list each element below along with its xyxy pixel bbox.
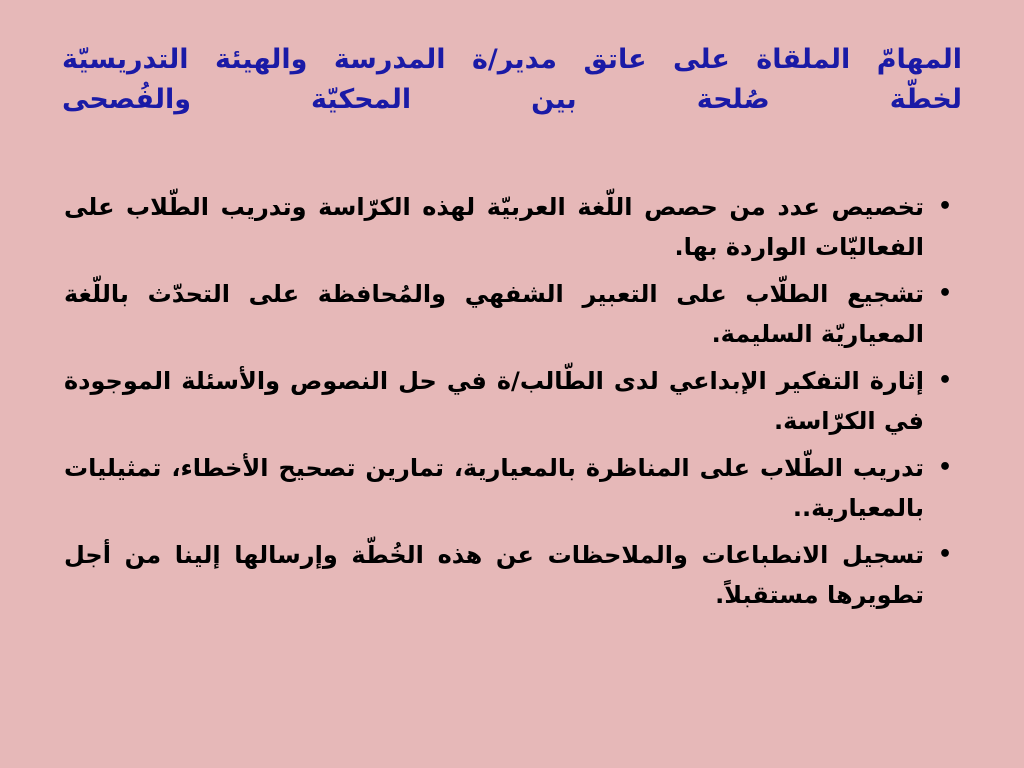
bullet-icon: • (937, 455, 952, 480)
bullet-icon: • (937, 542, 952, 567)
bullet-text-5: تسجيل الانطباعات والملاحظات عن هذه الخُطّة وإرسالها إلينا من أجل تطويرها مستقبلاً. (64, 541, 924, 609)
bullet-icon: • (937, 368, 952, 393)
bullet-item-1 (64, 187, 954, 267)
bullet-text-3: إثارة التفكير الإبداعي لدى الطّالب/ة في حل النصوص والأسئلة الموجودة في الكرّاسة. (64, 367, 924, 435)
bullet-item-5 (64, 535, 954, 615)
bullet-item-2 (64, 274, 954, 354)
bullet-list (64, 187, 954, 622)
bullet-text-1: تخصيص عدد من حصص اللّغة العربيّة لهذه الكرّاسة وتدريب الطّلاب على الفعاليّات الواردة بها. (64, 193, 924, 261)
bullet-item-3 (64, 361, 954, 441)
bullet-text-2: تشجيع الطلّاب على التعبير الشفهي والمُحافظة على التحدّث باللّغة المعياريّة السليمة. (64, 280, 924, 348)
title-line-1: المهامّ الملقاة على عاتق مدير/ة المدرسة والهيئة التدريسيّة (62, 44, 962, 75)
title-line-2: لخطّة صُلحة بين المحكيّة والفُصحى (62, 84, 962, 115)
slide-title (62, 40, 962, 120)
bullet-icon: • (937, 281, 952, 306)
bullet-text-4: تدريب الطّلاب على المناظرة بالمعيارية، تمارين تصحيح الأخطاء، تمثيليات بالمعيارية.. (64, 454, 924, 522)
bullet-icon: • (937, 194, 952, 219)
bullet-item-4 (64, 448, 954, 528)
